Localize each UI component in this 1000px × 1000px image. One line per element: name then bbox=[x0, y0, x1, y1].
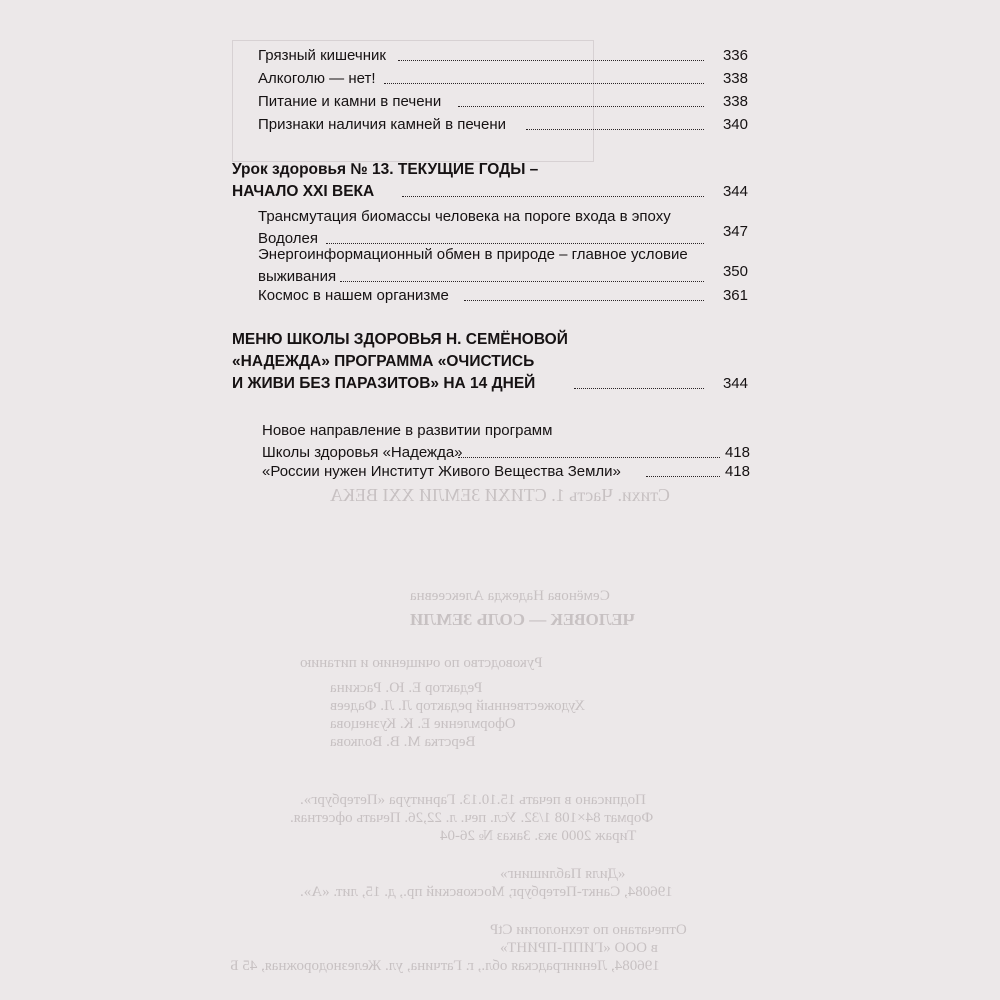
toc-entry-page: 350 bbox=[722, 263, 748, 280]
bleed-through-line: Руководство по очищению и питанию bbox=[300, 655, 543, 671]
bleed-through-line: Оформление Е. К. Кузнецова bbox=[330, 716, 516, 732]
bleed-through-line: Отпечатано по технологии СtP bbox=[490, 922, 687, 938]
toc-leader-dots bbox=[458, 106, 704, 107]
toc-entry-title: Трансмутация биомассы человека на пороге входа в эпоху bbox=[258, 208, 671, 225]
toc-entry-title: Школы здоровья «Надежда» bbox=[262, 444, 463, 461]
toc-section-heading: НАЧАЛО XXI ВЕКА bbox=[232, 183, 375, 200]
toc-entry-title: Водолея bbox=[258, 230, 318, 247]
toc-entry-page: 361 bbox=[722, 287, 748, 304]
toc-entry-title: Энергоинформационный обмен в природе – главное условие bbox=[258, 246, 688, 263]
toc-section-page: 344 bbox=[722, 375, 748, 392]
bleed-through-line: Редактор Е. Ю. Раскина bbox=[330, 680, 483, 696]
toc-entry-page: 418 bbox=[724, 444, 750, 461]
bleed-through-line: 196084, Санкт-Петербург, Московский пр., д. 15, лит. «А». bbox=[300, 884, 673, 900]
toc-entry-title: Признаки наличия камней в печени bbox=[258, 116, 506, 133]
toc-entry-title: Космос в нашем организме bbox=[258, 287, 449, 304]
bleed-through-line: ЧЕЛОВЕК — СОЛЬ ЗЕМЛИ bbox=[410, 610, 636, 629]
toc-leader-dots bbox=[458, 457, 720, 458]
toc-leader-dots bbox=[326, 243, 704, 244]
toc-leader-dots bbox=[574, 388, 704, 389]
toc-section-heading: «НАДЕЖДА» ПРОГРАММА «ОЧИСТИСЬ bbox=[232, 353, 535, 370]
bleed-through-line: Тираж 2000 экз. Заказ № 26-04 bbox=[440, 828, 637, 844]
toc-leader-dots bbox=[464, 300, 704, 301]
bleed-through-line: 196084, Ленинградская обл., г. Гатчина, ул. Железнодорожная, 45 Б bbox=[230, 958, 660, 974]
toc-entry-title: выживания bbox=[258, 268, 337, 285]
bleed-through-line: Подписано в печать 15.10.13. Гарнитура «Петербург». bbox=[300, 792, 646, 808]
bleed-through-line: Художественный редактор Л. Л. Фадеев bbox=[330, 698, 586, 714]
toc-entry-title: Питание и камни в печени bbox=[258, 93, 442, 110]
toc-leader-dots bbox=[340, 281, 704, 282]
bleed-through-line: Верстка М. В. Волкова bbox=[330, 734, 476, 750]
toc-entry-page: 336 bbox=[722, 47, 748, 64]
bleed-through-line: Формат 84×108 1/32. Усл. печ. л. 22,26. Печать офсетная. bbox=[290, 810, 654, 826]
toc-section-heading: И ЖИВИ БЕЗ ПАРАЗИТОВ» НА 14 ДНЕЙ bbox=[232, 375, 536, 392]
bleed-through-line: в ООО «ГИПП-ПРИНТ» bbox=[500, 940, 658, 956]
toc-entry-page: 347 bbox=[722, 223, 748, 240]
bleed-through-line: «Диля Паблишинг» bbox=[500, 866, 626, 882]
toc-leader-dots bbox=[384, 83, 704, 84]
toc-entry-page: 340 bbox=[722, 116, 748, 133]
toc-leader-dots bbox=[402, 196, 704, 197]
bleed-through-line: Стихи. Часть 1. СТИХИ ЗЕМЛИ XXI ВЕКА bbox=[330, 485, 670, 505]
toc-section-page: 344 bbox=[722, 183, 748, 200]
toc-section-heading: Урок здоровья № 13. ТЕКУЩИЕ ГОДЫ – bbox=[232, 161, 539, 178]
toc-entry-title: Грязный кишечник bbox=[258, 47, 386, 64]
toc-entry-title: «России нужен Институт Живого Вещества Земли» bbox=[262, 463, 621, 480]
toc-entry-page: 418 bbox=[724, 463, 750, 480]
toc-leader-dots bbox=[526, 129, 704, 130]
toc-entry-page: 338 bbox=[722, 70, 748, 87]
toc-leader-dots bbox=[398, 60, 704, 61]
toc-section-heading: МЕНЮ ШКОЛЫ ЗДОРОВЬЯ Н. СЕМЁНОВОЙ bbox=[232, 331, 568, 348]
bleed-through-line: Семёнова Надежда Алексеевна bbox=[410, 588, 610, 604]
toc-entry-title: Алкоголю — нет! bbox=[258, 70, 376, 87]
toc-entry-title: Новое направление в развитии программ bbox=[262, 422, 553, 439]
toc-entry-page: 338 bbox=[722, 93, 748, 110]
